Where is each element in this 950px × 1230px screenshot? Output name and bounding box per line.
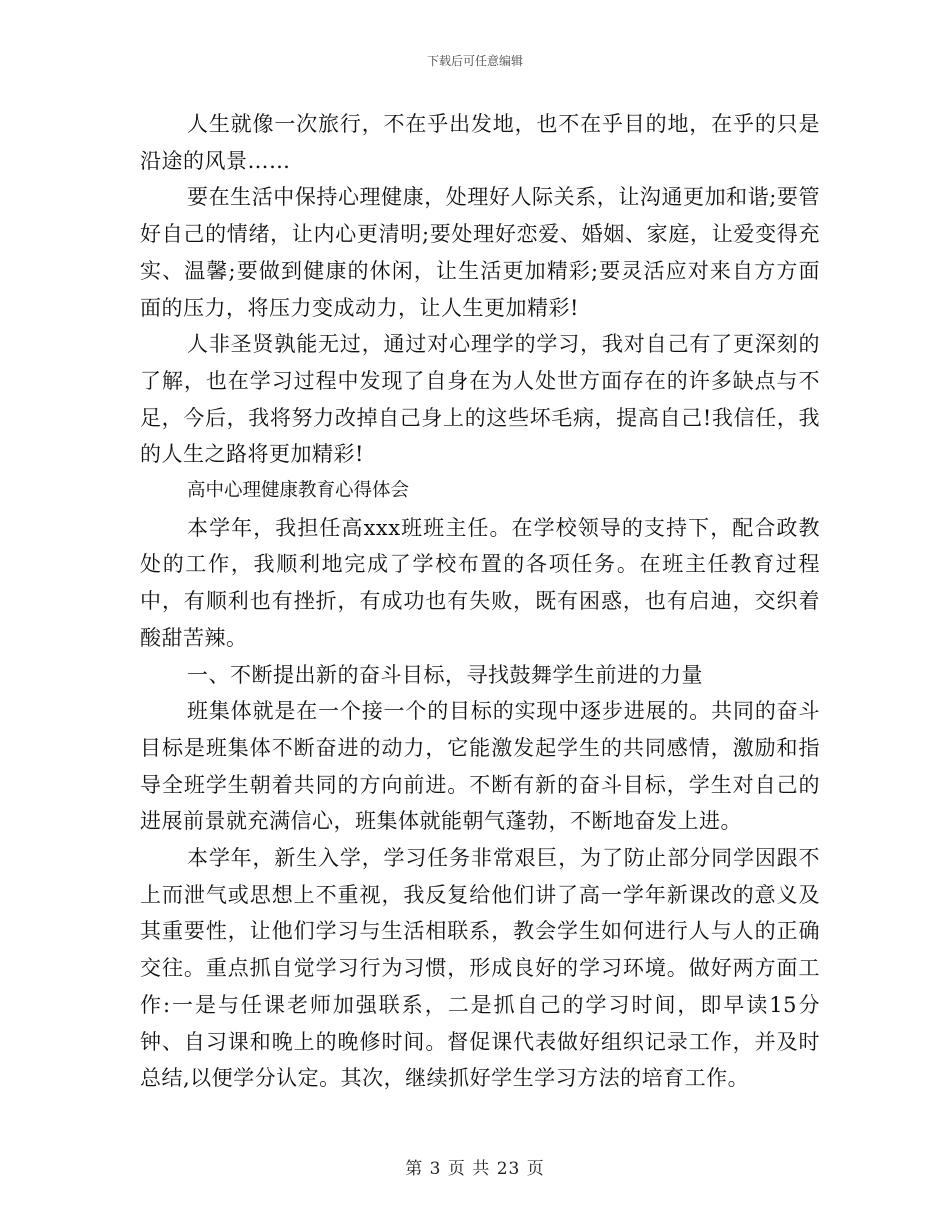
section-title: 高中心理健康教育心得体会 bbox=[187, 480, 410, 502]
paragraph-4: 本学年，我担任高xxx班班主任。在学校领导的支持下，配合政教处的工作，我顺利地完成了学校布置的各项任务。在班主任教育过程中，有顺利也有挫折，有成功也有失败，既有困惑，也有启迪，交织着酸甜苦辣。 bbox=[140, 515, 820, 650]
paragraph-3: 人非圣贤孰能无过，通过对心理学的学习，我对自己有了更深刻的了解，也在学习过程中发现了自身在为人处世方面存在的许多缺点与不足，今后，我将努力改掉自己身上的这些坏毛病，提高自己!我信任，我的人生之路将更加精彩! bbox=[140, 332, 820, 467]
page-footer: 第 3 页 共 23 页 bbox=[405, 1159, 545, 1179]
paragraph-1: 人生就像一次旅行，不在乎出发地，也不在乎目的地，在乎的只是沿途的风景…… bbox=[140, 112, 820, 173]
paragraph-2: 要在生活中保持心理健康，处理好人际关系，让沟通更加和谐;要管好自己的情绪，让内心更清明;要处理好恋爱、婚姻、家庭，让爱变得充实、温馨;要做到健康的休闲，让生活更加精彩;要灵活应对来自方方面面的压力，将压力变成动力，让人生更加精彩! bbox=[140, 185, 820, 320]
page-header: 下载后可任意编辑 bbox=[426, 54, 523, 68]
paragraph-6: 本学年，新生入学，学习任务非常艰巨，为了防止部分同学因跟不上而泄气或思想上不重视，我反复给他们讲了高一学年新课改的意义及其重要性，让他们学习与生活相联系，教会学生如何进行人与人的正确交往。重点抓自觉学习行为习惯，形成良好的学习环境。做好两方面工作:一是与任课老师加强联系，二是抓自己的学习时间，即早读15分钟、自习课和晚上的晚修时间。督促课代表做好组织记录工作，并及时总结,以便学分认定。其次，继续抓好学生学习方法的培育工作。 bbox=[140, 846, 820, 1091]
document-body bbox=[140, 106, 820, 1097]
subheading: 一、不断提出新的奋斗目标，寻找鼓舞学生前进的力量 bbox=[187, 662, 703, 687]
paragraph-5: 班集体就是在一个接一个的目标的实现中逐步进展的。共同的奋斗目标是班集体不断奋进的动力，它能激发起学生的共同感情，激励和指导全班学生朝着共同的方向前进。不断有新的奋斗目标，学生对自己的进展前景就充满信心，班集体就能朝气蓬勃，不断地奋发上进。 bbox=[140, 699, 820, 834]
